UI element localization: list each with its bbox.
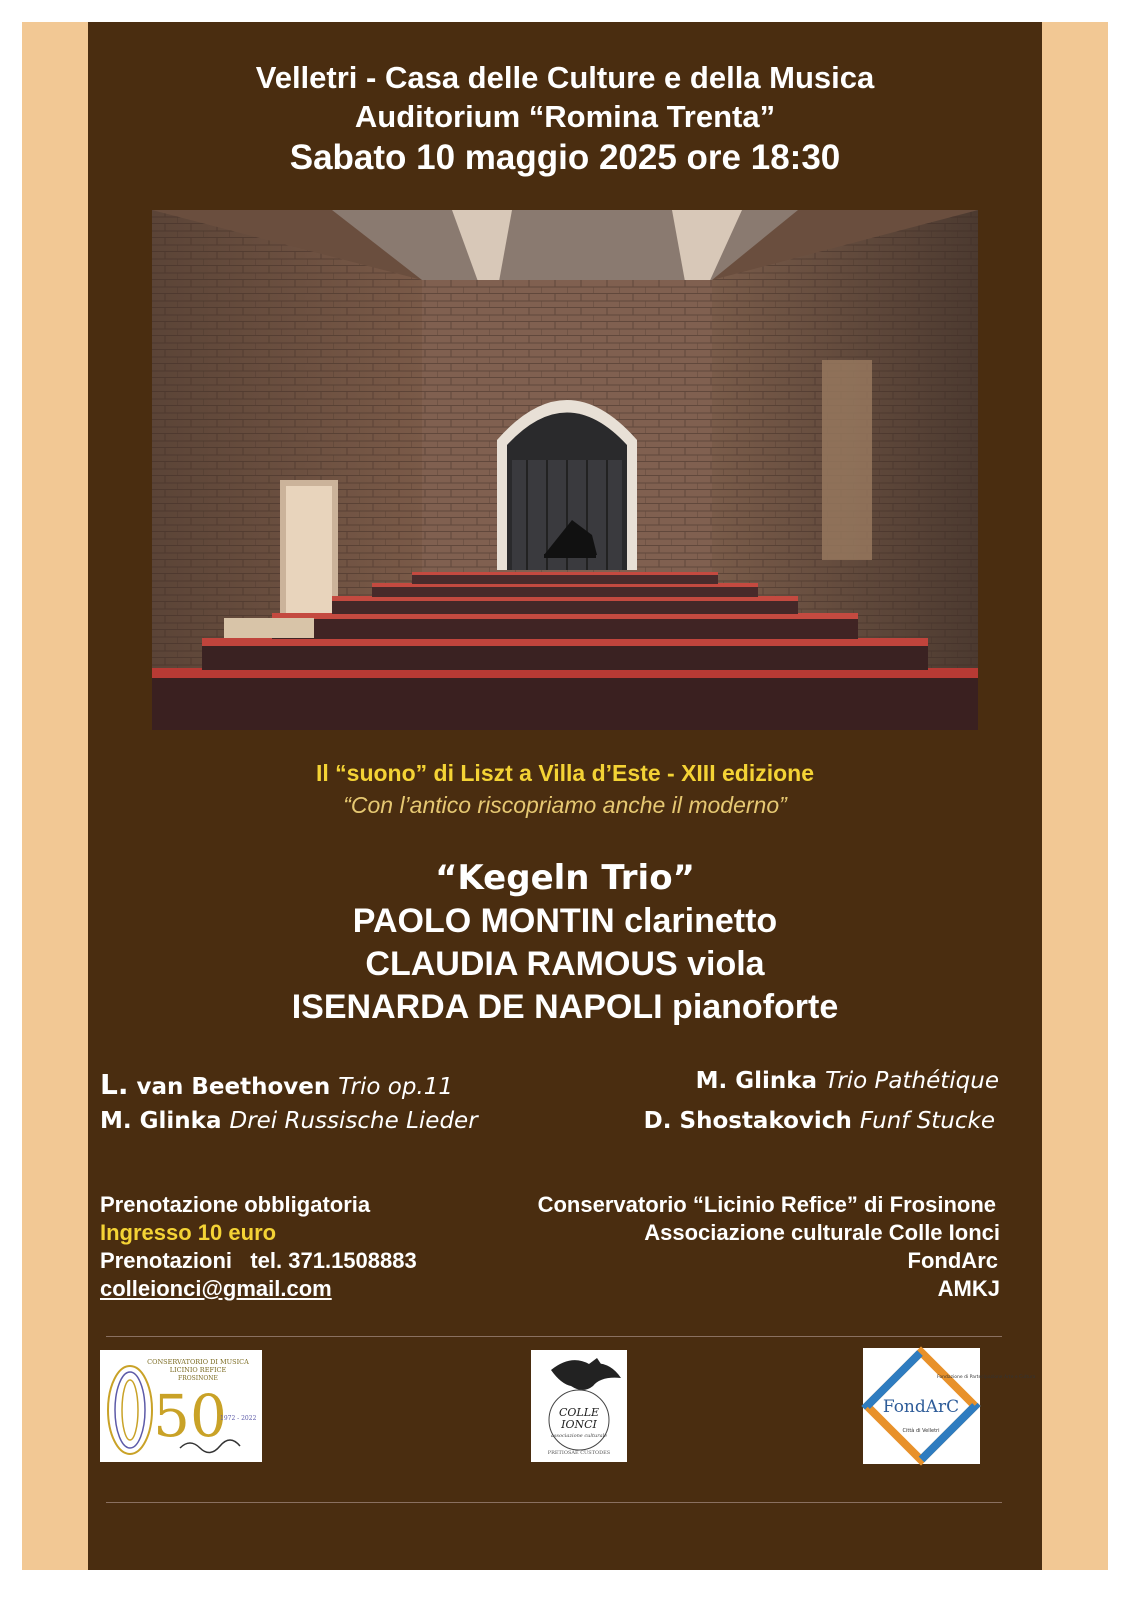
logo-top-text: Fondazione di Partecipazione Arte e Cultura: [937, 1375, 1036, 1380]
festival-edition: Il “suono” di Liszt a Villa d’Este - XIII edizione: [316, 760, 814, 786]
program-item-beethoven: [100, 1068, 453, 1101]
organizer-amkj: AMKJ: [937, 1276, 1000, 1301]
composer-name: van Beethoven: [128, 1074, 339, 1100]
logo-top-text: CONSERVATORIO DI MUSICA: [147, 1358, 249, 1366]
ticket-price: Ingresso 10 euro: [100, 1220, 277, 1245]
booking-required: Prenotazione obbligatoria: [100, 1192, 371, 1217]
divider-top: [106, 1336, 1002, 1337]
divider-bottom: [106, 1502, 1002, 1503]
work-title: Drei Russische Lieder: [229, 1108, 478, 1134]
program-item-shostakovich: [644, 1108, 995, 1134]
logo-bottom-text: Città di Velletri: [902, 1428, 940, 1434]
logo-line1: COLLE: [558, 1406, 600, 1419]
work-title: Trio op.11: [338, 1074, 454, 1100]
program-item-glinka-lieder: [100, 1108, 478, 1134]
composer-name: D. Shostakovich: [643, 1108, 860, 1134]
logo-motto: PRETIOSAE CUSTODES: [547, 1450, 611, 1456]
logo-name: FondArC: [882, 1397, 960, 1417]
logo-city-text: FROSINONE: [178, 1375, 218, 1382]
right-border-band: [1042, 22, 1108, 1570]
organizer-colle-ionci: Associazione culturale Colle Ionci: [644, 1220, 1000, 1245]
colle-ionci-logo: [531, 1350, 627, 1462]
logo-anniversary-number: 50: [153, 1382, 227, 1450]
left-border-band: [22, 22, 88, 1570]
booking-email-link[interactable]: colleionci@gmail.com: [100, 1276, 332, 1301]
festival-motto: “Con l’antico riscopriamo anche il moderno”: [343, 792, 787, 818]
ensemble-name: “Kegeln Trio”: [435, 858, 695, 898]
composer-initial: L.: [100, 1068, 129, 1101]
work-title: Funf Stucke: [859, 1108, 995, 1134]
event-poster: [88, 22, 1042, 1570]
composer-name: M. Glinka: [100, 1108, 230, 1134]
venue-title: Velletri - Casa delle Culture e della Musica: [255, 60, 875, 95]
organizer-fondarc: FondArc: [907, 1248, 998, 1273]
event-date: Sabato 10 maggio 2025 ore 18:30: [289, 138, 841, 177]
composer-name: M. Glinka: [695, 1068, 826, 1094]
logo-years: 1972 - 2022: [220, 1415, 257, 1422]
program-item-glinka-trio: [696, 1068, 999, 1094]
performer-piano: ISENARDA DE NAPOLI pianoforte: [291, 988, 839, 1026]
performer-clarinet: PAOLO MONTIN clarinetto: [352, 902, 778, 940]
work-title: Trio Pathétique: [825, 1068, 999, 1094]
organizer-conservatorio: Conservatorio “Licinio Refice” di Frosinone: [537, 1192, 996, 1217]
auditorium-title: Auditorium “Romina Trenta”: [354, 99, 776, 134]
fondarc-logo: [863, 1348, 1036, 1464]
logo-line2: IONCI: [561, 1418, 597, 1431]
auditorium-photo: [152, 210, 978, 730]
booking-phone: Prenotazioni tel. 371.1508883: [100, 1248, 417, 1273]
logo-sub: associazione culturale: [550, 1433, 608, 1439]
conservatorio-50-logo: [100, 1350, 262, 1462]
logo-name-text: LICINIO REFICE: [169, 1366, 227, 1374]
performer-viola: CLAUDIA RAMOUS viola: [365, 945, 765, 983]
